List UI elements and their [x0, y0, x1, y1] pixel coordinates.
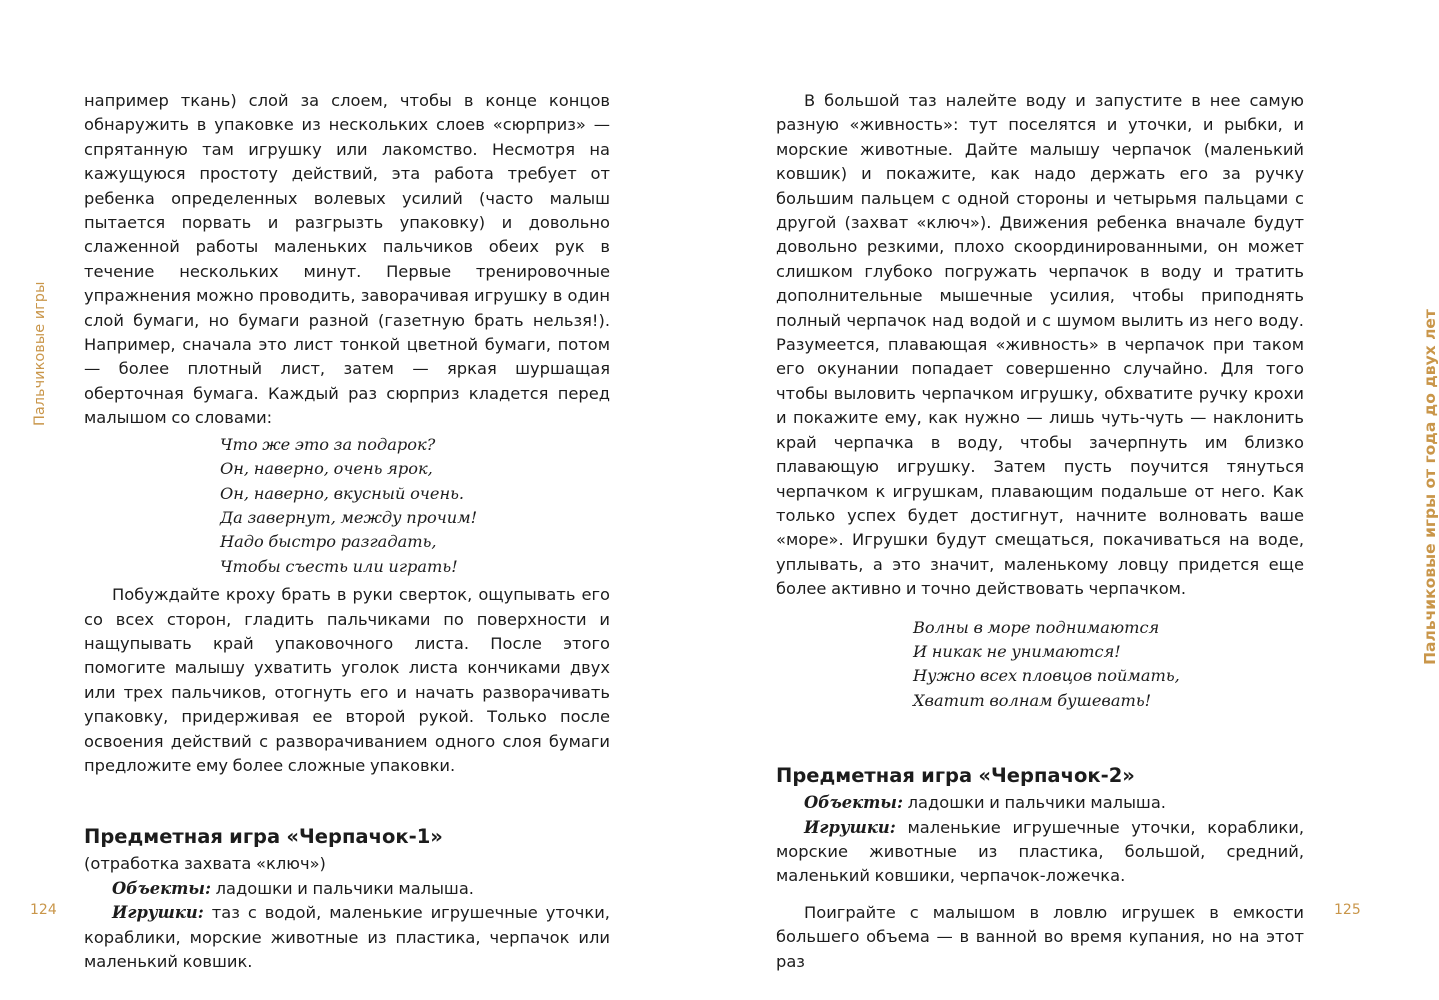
left-page — [0, 0, 694, 1000]
running-head-left: Пальчиковые игры — [32, 281, 48, 426]
left-text-column — [84, 89, 610, 974]
right-poem — [776, 616, 1304, 714]
left-paragraph-1: например ткань) слой за слоем, чтобы в конце концов обнаружить в упаковке из нескольких слоев «сюрприз» — спрятанную там игрушку или лакомство. Несмотря на кажущуюся простоту действий, эта работа требует от ребенка определенных волевых усилий (часто малыш пытается порвать и разгрызть упаковку) и довольно слаженной работы маленьких пальчиков обеих рук в течение нескольких минут. Первые тренировочные упражнения можно проводить, заворачивая игрушку в один слой бумаги, но бумаги разной (газетную брать нельзя!). Например, сначала это лист тонкой цветной бумаги, потом — более плотный лист, затем — яркая шуршащая оберточная бумага. Каждый раз сюрприз кладется перед малышом со словами: — [84, 91, 610, 428]
toys-line — [776, 816, 1304, 889]
objects-line — [84, 877, 610, 901]
poem-line: Надо быстро разгадать, — [220, 532, 437, 552]
toys-text: маленькие игрушечные уточки, кораблики, морские животные из пластика, большой, средний, маленький ковшики, черпачок-ложечка. — [776, 817, 1304, 886]
running-head-right: Пальчиковые игры от года до двух лет — [1421, 309, 1439, 665]
poem-line: Он, наверно, вкусный очень. — [220, 483, 465, 503]
poem-line: Волны в море поднимаются — [913, 617, 1160, 637]
right-page — [694, 0, 1439, 1000]
left-paragraph-2: Побуждайте кроху брать в руки сверток, ощупывать его со всех сторон, гладить пальчиками по поверхности и нащупывать край упаковочного листа. После этого помогите малышу ухватить уголок листа кончиками двух или трех пальчиков, отогнуть его и начать разворачивать упаковку, придерживая ее второй рукой. Только после освоения действий с разворачиванием одного слоя бумаги предложите ему более сложные упаковки. — [84, 585, 610, 775]
poem-line: Чтобы съесть или играть! — [220, 556, 458, 576]
poem-line: Что же это за подарок? — [220, 434, 436, 454]
poem-line: Да завернут, между прочим! — [220, 507, 478, 527]
toys-line — [84, 901, 610, 974]
toys-label: Игрушки: — [112, 903, 204, 923]
poem-line: И никак не унимаются! — [913, 641, 1121, 661]
section-subtitle: (отработка захвата «ключ») — [84, 854, 326, 874]
section-title-cherpachok-2: Предметная игра «Черпачок-2» — [776, 764, 1135, 788]
poem-line: Нужно всех пловцов поймать, — [913, 666, 1180, 686]
objects-line — [776, 791, 1304, 815]
page-number-right: 125 — [1334, 902, 1361, 918]
toys-text: таз с водой, маленькие игрушечные уточки, кораблики, морские животные из пластика, черпачок или маленький ковшик. — [84, 903, 610, 971]
poem-line: Он, наверно, очень ярок, — [220, 459, 433, 479]
page-number-left: 124 — [30, 902, 57, 918]
section-title-cherpachok-1: Предметная игра «Черпачок-1» — [84, 825, 443, 849]
toys-label: Игрушки: — [804, 817, 896, 837]
objects-label: Объекты: — [112, 878, 211, 898]
poem-line: Хватит волнам бушевать! — [913, 690, 1152, 710]
objects-text: ладошки и пальчики малыша. — [902, 793, 1166, 813]
objects-label: Объекты: — [804, 793, 903, 813]
right-paragraph-2: Поиграйте с малышом в ловлю игрушек в емкости большего объема — в ванной во время купания, но на этот раз — [776, 902, 1304, 971]
right-text-column — [776, 89, 1304, 974]
objects-text: ладошки и пальчики малыша. — [210, 878, 474, 898]
left-poem — [84, 433, 610, 579]
right-paragraph-1: В большой таз налейте воду и запустите в нее самую разную «живность»: тут поселятся и уточки, и рыбки, и морские животные. Дайте малышу черпачок (маленький ковшик) и покажите, как надо держать его за ручку большим пальцем с одной стороны и четырьмя пальцами с другой (захват «ключ»). Движения ребенка вначале будут довольно резкими, плохо скоординированными, он может слишком глубоко погружать черпачок в воду и тратить дополнительные мышечные усилия, чтобы приподнять полный черпачок над водой и с шумом вылить из него воду. Разумеется, плавающая «живность» в черпачок при таком его окунании попадает совершенно случайно. Для того чтобы выловить черпачком игрушку, обхватите ручку крохи и покажите ему, как нужно — лишь чуть-чуть — наклонить край черпачка в воду, чтобы зачерпнуть им близко плавающую игрушку. Затем пусть поучится тянуться черпачком к игрушкам, плавающим подальше от него. Как только успех будет достигнут, начните волновать ваше «море». Игрушки будут смещаться, покачиваться на воде, уплывать, а это значит, маленькому ловцу придется еще более активно и точно действовать черпачком. — [776, 91, 1304, 599]
